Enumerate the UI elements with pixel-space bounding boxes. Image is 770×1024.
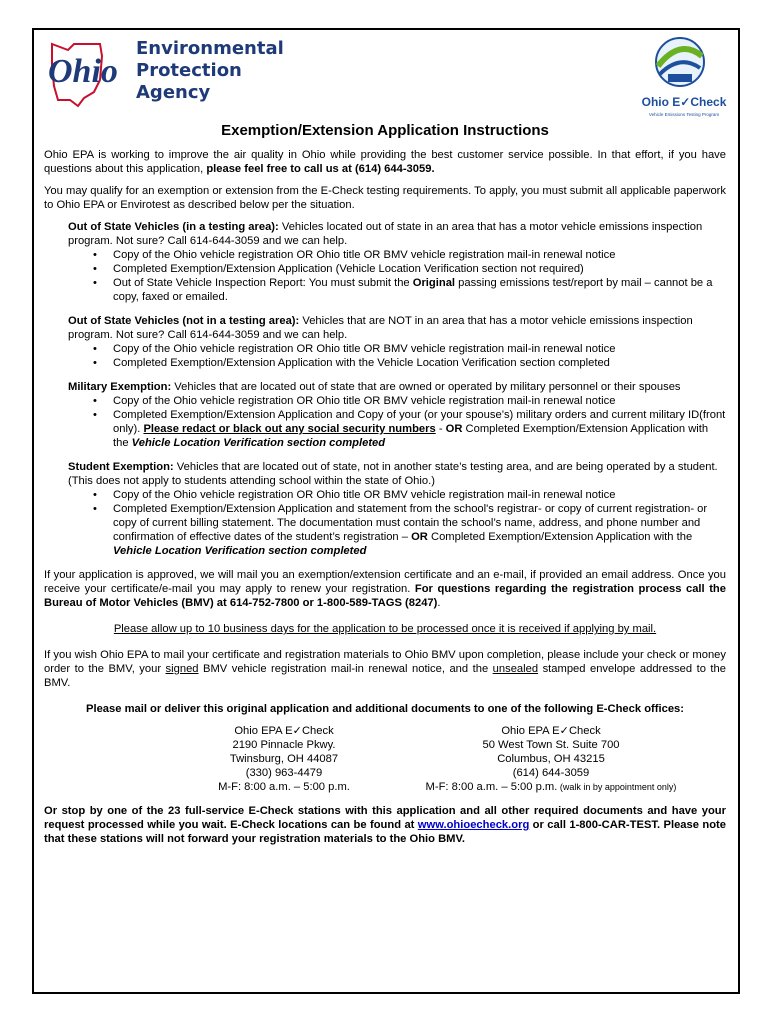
office-street: 50 West Town St. Suite 700: [482, 739, 620, 751]
office-hours: M-F: 8:00 a.m. – 5:00 p.m.: [218, 781, 350, 793]
requirements-list: [68, 248, 726, 304]
section-heading: Student Exemption:: [68, 461, 174, 473]
walk-in-note: (walk in by appointment only): [557, 782, 677, 792]
requirements-list: [68, 394, 726, 450]
approved-paragraph: If your application is approved, we will mail you an exemption/extension certificate and an e-mail, if provided an email address. Once you receive your certificate/e-mail you may apply to renew your registration. For questions regarding the registration process call the Bureau of Motor Vehicles (BMV) at 614-752-7800 or 1-800-589-TAGS (8247).: [44, 569, 726, 609]
office-addresses: [44, 724, 726, 794]
agency-line2: Protection: [136, 60, 242, 81]
requirements-list: [68, 342, 726, 370]
echeck-tagline: Vehicle Emissions Testing Program: [648, 112, 720, 117]
list-item: • Copy of the Ohio vehicle registration OR Ohio title OR BMV vehicle registration mail-in renewal notice: [113, 488, 726, 502]
phone-callout: please feel free to call us at (614) 644-3059.: [206, 163, 435, 175]
office-twinsburg: [194, 724, 374, 794]
processing-time-note: Please allow up to 10 business days for the application to be processed once it is received if applying by mail.: [113, 623, 657, 635]
document-body: [44, 124, 726, 846]
mail-heading: Please mail or deliver this original application and additional documents to one of the following E-Check offices:: [86, 703, 684, 715]
requirements-list: [68, 488, 726, 558]
agency-line3: Agency: [136, 82, 211, 103]
list-item: • Copy of the Ohio vehicle registration OR Ohio title OR BMV vehicle registration mail-in renewal notice: [113, 342, 726, 356]
list-item: • Out of State Vehicle Inspection Report: You must submit the Original passing emissions test/report by mail – cannot be a copy, faxed or emailed.: [113, 276, 726, 304]
office-hours: M-F: 8:00 a.m. – 5:00 p.m. (walk in by appointment only): [425, 781, 677, 793]
ohio-epa-logo: [44, 36, 294, 108]
list-item: • Completed Exemption/Extension Application and statement from the school's registrar- or copy of current registration- or copy of current billing statement. The documentation must contain the school’s name, address, and phone number and confirmation of effective dates of the student’s registration – OR Completed Exemption/Extension Application with the Vehicle Location Verification section completed: [113, 502, 726, 558]
section-heading: Out of State Vehicles (not in a testing area):: [68, 315, 300, 327]
list-item: • Completed Exemption/Extension Application (Vehicle Location Verification section not required): [113, 262, 726, 276]
office-street: 2190 Pinnacle Pkwy.: [232, 739, 336, 751]
section-oos-testing: Out of State Vehicles (in a testing area): Vehicles located out of state in an area that has a motor vehicle emissions inspection program. Not sure? Call 614-644-3059 and we can help. • Copy of the Ohio vehicle registration OR Ohio title OR BMV vehicle registration mail-in renewal notice • Completed Exemption/Extension Application (Vehicle Location Verification section not required) • Out of State Vehicle Inspection Report: You must submit the Original passing emissions test/report by mail – cannot be a copy, faxed or emailed.: [68, 220, 726, 304]
intro-paragraph-1: Ohio EPA is working to improve the air quality in Ohio while providing the best customer service possible. In that effort, if you have questions about this application, please feel free to call us at (614) 644-3059.: [44, 149, 726, 175]
section-heading: Out of State Vehicles (in a testing area):: [68, 221, 279, 233]
section-heading: Military Exemption:: [68, 381, 172, 393]
ohio-state-outline-icon: [44, 36, 294, 108]
office-name: Ohio EPA E✓Check: [501, 725, 601, 737]
list-item: • Completed Exemption/Extension Application and Copy of your (or your spouse’s) military orders and current military ID(front only). Please redact or black out any social security numbers - OR Completed Exemption/Extension Application with the Vehicle Location Verification section completed: [113, 408, 726, 450]
redact-warning: Please redact or black out any social security numbers: [143, 423, 436, 435]
office-city: Columbus, OH 43215: [497, 753, 605, 765]
office-phone: (330) 963-4479: [245, 767, 323, 779]
section-military: Military Exemption: Vehicles that are located out of state that are owned or operated by military personnel or their spouses • Copy of the Ohio vehicle registration OR Ohio title OR BMV vehicle registration mail-in renewal notice • Completed Exemption/Extension Application and Copy of your (or your spouse’s) military orders and current military ID(front only). Please redact or black out any social security numbers - OR Completed Exemption/Extension Application with the Vehicle Location Verification section completed: [68, 380, 726, 450]
echeck-emblem-icon: [640, 34, 728, 120]
section-oos-nontesting: Out of State Vehicles (not in a testing area): Vehicles that are NOT in an area that has a motor vehicle emissions inspection program. Not sure? Call 614-644-3059 and we can help. • Copy of the Ohio vehicle registration OR Ohio title OR BMV vehicle registration mail-in renewal notice • Completed Exemption/Extension Application with the Vehicle Location Verification section completed: [68, 314, 726, 370]
page-title: Exemption/Extension Application Instructions: [221, 122, 549, 139]
list-item: • Copy of the Ohio vehicle registration OR Ohio title OR BMV vehicle registration mail-in renewal notice: [113, 394, 726, 408]
office-phone: (614) 644-3059: [512, 767, 590, 779]
footer-paragraph: Or stop by one of the 23 full-service E-Check stations with this application and all other required documents and have your request processed while you wait. E-Check locations can be found at www.ohioecheck.org or call 1-800-CAR-TEST. Please note that these stations will not forward your registration materials to the Ohio BMV.: [44, 805, 726, 845]
echeck-logo: [640, 34, 728, 120]
office-name: Ohio EPA E✓Check: [234, 725, 334, 737]
office-columbus: [416, 724, 686, 794]
echeck-logo-text: Ohio E✓Check: [641, 95, 727, 109]
intro-paragraph-2: You may qualify for an exemption or extension from the E-Check testing requirements. To apply, you must submit all applicable paperwork to Ohio EPA or Envirotest as described below per the situation.: [44, 185, 726, 211]
ohio-logo-text: Ohio: [48, 53, 118, 90]
section-student: Student Exemption: Vehicles that are located out of state, not in another state’s testing area, and are being operated by a student. (This does not apply to students attending school within the state of Ohio.) • Copy of the Ohio vehicle registration OR Ohio title OR BMV vehicle registration mail-in renewal notice • Completed Exemption/Extension Application and statement from the school's registrar- or copy of current registration- or copy of current billing statement. The documentation must contain the school’s name, address, and phone number and confirmation of effective dates of the student’s registration – OR Completed Exemption/Extension Application with the Vehicle Location Verification section completed: [68, 460, 726, 558]
echeck-website-link[interactable]: www.ohioecheck.org: [417, 819, 530, 831]
list-item: • Completed Exemption/Extension Application with the Vehicle Location Verification section completed: [113, 356, 726, 370]
list-item: • Copy of the Ohio vehicle registration OR Ohio title OR BMV vehicle registration mail-in renewal notice: [113, 248, 726, 262]
mail-certificate-paragraph: If you wish Ohio EPA to mail your certificate and registration materials to Ohio BMV upon completion, please include your check or money order to the BMV, your signed BMV vehicle registration mail-in renewal notice, and the unsealed stamped envelope addressed to the BMV.: [44, 649, 726, 689]
office-city: Twinsburg, OH 44087: [229, 753, 339, 765]
agency-line1: Environmental: [136, 38, 284, 59]
